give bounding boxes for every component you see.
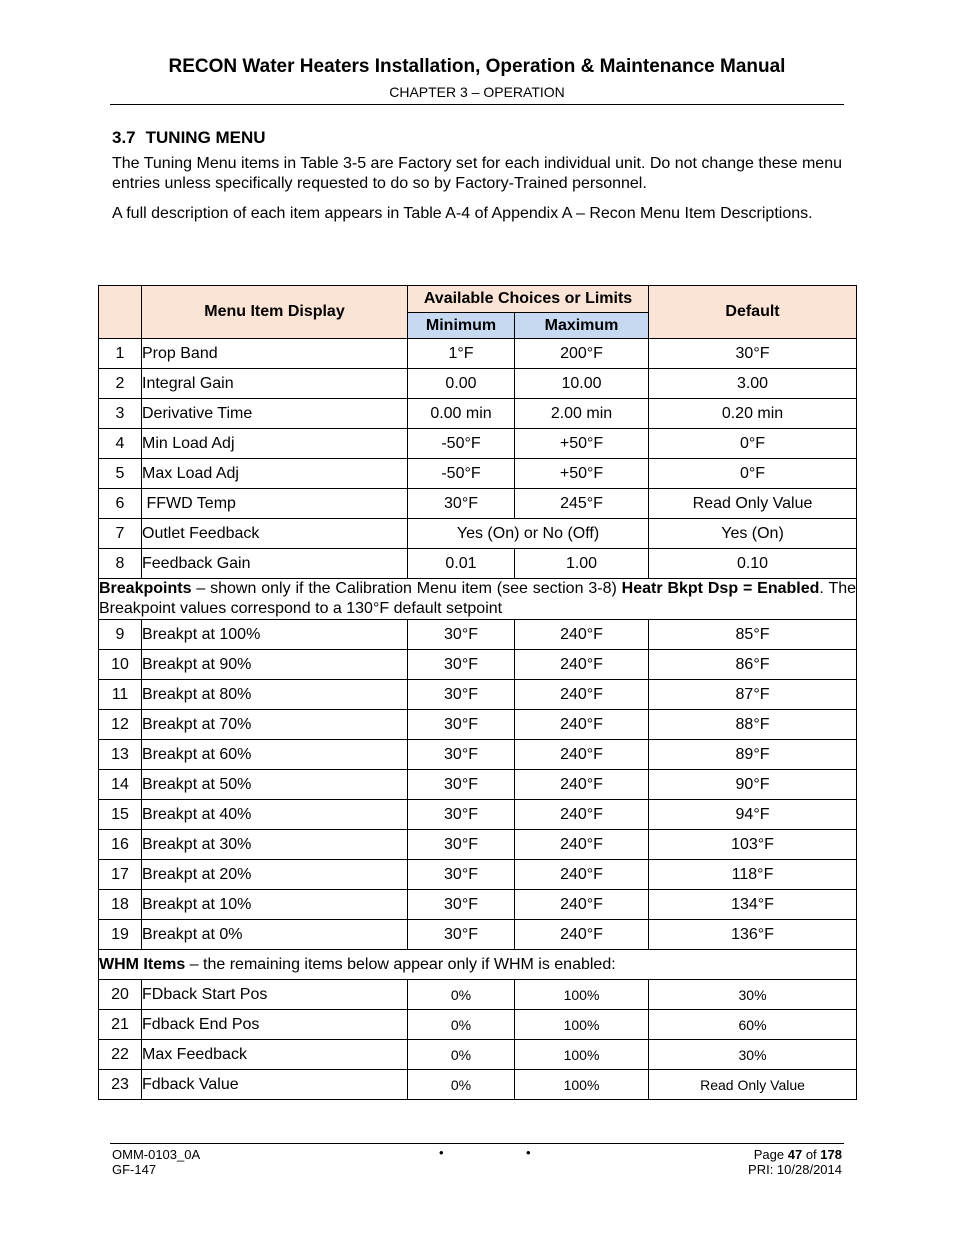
- maximum-value: 100%: [515, 1070, 649, 1100]
- maximum-value: 10.00: [515, 369, 649, 399]
- page-label: Page: [753, 1147, 788, 1162]
- row-number: 14: [99, 770, 142, 800]
- row-number: 9: [99, 620, 142, 650]
- section-title: TUNING MENU: [145, 128, 266, 147]
- page-current: 47: [787, 1147, 803, 1162]
- menu-item-name: Fdback Value: [142, 1070, 408, 1100]
- whm-note-row: [99, 950, 857, 980]
- menu-item-name: FDback Start Pos: [142, 980, 408, 1010]
- row-number: 20: [99, 980, 142, 1010]
- row-number: 21: [99, 1010, 142, 1040]
- row-number: 16: [99, 830, 142, 860]
- table-row: [99, 459, 857, 489]
- minimum-value: 0.00: [408, 369, 515, 399]
- document-number: OMM-0103_0A: [112, 1147, 201, 1162]
- maximum-value: 240°F: [515, 920, 649, 950]
- minimum-column-header: Minimum: [408, 313, 515, 339]
- default-value: 30%: [649, 1040, 857, 1070]
- minimum-value: 30°F: [408, 489, 515, 519]
- menu-item-name: Breakpt at 100%: [142, 620, 408, 650]
- maximum-column-header: Maximum: [515, 313, 649, 339]
- table-row: [99, 489, 857, 519]
- table-row: [99, 1040, 857, 1070]
- table-row: [99, 369, 857, 399]
- chapter-subtitle: CHAPTER 3 – OPERATION: [389, 84, 565, 100]
- default-value: 60%: [649, 1010, 857, 1040]
- table-row: [99, 980, 857, 1010]
- default-value: 0°F: [649, 429, 857, 459]
- table-row: [99, 920, 857, 950]
- breakpoints-note: [99, 579, 857, 620]
- default-value: 103°F: [649, 830, 857, 860]
- menu-item-name: Min Load Adj: [142, 429, 408, 459]
- row-number: 3: [99, 399, 142, 429]
- row-number: 7: [99, 519, 142, 549]
- row-number: 5: [99, 459, 142, 489]
- menu-item-name: Fdback End Pos: [142, 1010, 408, 1040]
- whm-text: – the remaining items below appear only if WHM is enabled:: [185, 955, 616, 973]
- minimum-value: 30°F: [408, 620, 515, 650]
- pri-date: PRI: 10/28/2014: [748, 1162, 842, 1177]
- maximum-value: 240°F: [515, 650, 649, 680]
- page-total: 178: [820, 1147, 842, 1162]
- menu-item-name: Derivative Time: [142, 399, 408, 429]
- table-row: [99, 770, 857, 800]
- minimum-value: 0.01: [408, 549, 515, 579]
- default-value: 90°F: [649, 770, 857, 800]
- menu-item-name: Max Feedback: [142, 1040, 408, 1070]
- row-number: 15: [99, 800, 142, 830]
- menu-item-name: Breakpt at 80%: [142, 680, 408, 710]
- reference-paragraph: A full description of each item appears in Table A-4 of Appendix A – Recon Menu Item Descriptions.: [112, 205, 813, 222]
- row-number: 11: [99, 680, 142, 710]
- whm-label: WHM Items: [99, 955, 186, 973]
- table-row: [99, 549, 857, 579]
- row-number: 6: [99, 489, 142, 519]
- breakpoints-label: Breakpoints: [99, 580, 192, 597]
- minimum-value: 30°F: [408, 710, 515, 740]
- form-number: GF-147: [112, 1162, 157, 1177]
- minimum-value: 1°F: [408, 339, 515, 369]
- choices-value: Yes (On) or No (Off): [408, 519, 649, 549]
- menu-item-name: Breakpt at 40%: [142, 800, 408, 830]
- maximum-value: +50°F: [515, 459, 649, 489]
- maximum-value: 240°F: [515, 890, 649, 920]
- default-value: Read Only Value: [649, 489, 857, 519]
- table-row: [99, 1070, 857, 1100]
- menu-item-name: Breakpt at 20%: [142, 860, 408, 890]
- menu-item-name: FFWD Temp: [142, 489, 408, 519]
- number-column-header: [99, 286, 142, 339]
- default-value: Read Only Value: [649, 1070, 857, 1100]
- menu-item-name: Breakpt at 60%: [142, 740, 408, 770]
- minimum-value: -50°F: [408, 459, 515, 489]
- maximum-value: 240°F: [515, 830, 649, 860]
- choices-column-header: Available Choices or Limits: [408, 286, 649, 313]
- table-row: [99, 620, 857, 650]
- breakpoints-text: – shown only if the Calibration Menu item (see section 3-8): [191, 580, 622, 597]
- maximum-value: 240°F: [515, 800, 649, 830]
- menu-item-name: Max Load Adj: [142, 459, 408, 489]
- minimum-value: 30°F: [408, 650, 515, 680]
- maximum-value: 240°F: [515, 860, 649, 890]
- default-value: 30°F: [649, 339, 857, 369]
- default-column-header: Default: [649, 286, 857, 339]
- header-divider: [110, 104, 844, 105]
- breakpoints-setpoint-text: . The Breakpoint values correspond to a 130°F default setpoint: [99, 580, 857, 617]
- menu-item-name: Breakpt at 90%: [142, 650, 408, 680]
- maximum-value: 200°F: [515, 339, 649, 369]
- table-row: [99, 339, 857, 369]
- row-number: 22: [99, 1040, 142, 1070]
- maximum-value: 100%: [515, 1010, 649, 1040]
- default-value: 88°F: [649, 710, 857, 740]
- table-row: [99, 740, 857, 770]
- default-value: 3.00: [649, 369, 857, 399]
- default-value: 89°F: [649, 740, 857, 770]
- row-number: 23: [99, 1070, 142, 1100]
- maximum-value: 240°F: [515, 740, 649, 770]
- row-number: 17: [99, 860, 142, 890]
- maximum-value: 1.00: [515, 549, 649, 579]
- menu-item-name: Breakpt at 30%: [142, 830, 408, 860]
- breakpoints-note-row: [99, 579, 857, 620]
- menu-item-name: Prop Band: [142, 339, 408, 369]
- minimum-value: 30°F: [408, 830, 515, 860]
- page-of: of: [802, 1147, 821, 1162]
- whm-note: [99, 950, 857, 980]
- table-row: [99, 800, 857, 830]
- row-number: 19: [99, 920, 142, 950]
- row-number: 8: [99, 549, 142, 579]
- maximum-value: 240°F: [515, 710, 649, 740]
- table-row: [99, 650, 857, 680]
- section-number: 3.7: [112, 128, 136, 147]
- row-number: 4: [99, 429, 142, 459]
- minimum-value: 0%: [408, 1040, 515, 1070]
- default-value: Yes (On): [649, 519, 857, 549]
- table-row: [99, 860, 857, 890]
- default-value: 87°F: [649, 680, 857, 710]
- minimum-value: 30°F: [408, 860, 515, 890]
- default-value: 134°F: [649, 890, 857, 920]
- maximum-value: 245°F: [515, 489, 649, 519]
- minimum-value: 0.00 min: [408, 399, 515, 429]
- menu-item-name: Breakpt at 0%: [142, 920, 408, 950]
- menu-item-name: Integral Gain: [142, 369, 408, 399]
- footer-bullet: •: [526, 1145, 531, 1160]
- table-row: [99, 680, 857, 710]
- row-number: 1: [99, 339, 142, 369]
- table-row: [99, 1010, 857, 1040]
- menu-item-name: Breakpt at 10%: [142, 890, 408, 920]
- row-number: 2: [99, 369, 142, 399]
- table-row: [99, 830, 857, 860]
- row-number: 10: [99, 650, 142, 680]
- minimum-value: 30°F: [408, 920, 515, 950]
- row-number: 12: [99, 710, 142, 740]
- default-value: 0.10: [649, 549, 857, 579]
- table-row: [99, 519, 857, 549]
- minimum-value: 30°F: [408, 800, 515, 830]
- minimum-value: -50°F: [408, 429, 515, 459]
- menu-item-name: Feedback Gain: [142, 549, 408, 579]
- menu-item-name: Breakpt at 50%: [142, 770, 408, 800]
- row-number: 18: [99, 890, 142, 920]
- minimum-value: 30°F: [408, 890, 515, 920]
- default-value: 86°F: [649, 650, 857, 680]
- minimum-value: 0%: [408, 980, 515, 1010]
- table-row: [99, 429, 857, 459]
- footer-bullet: •: [439, 1145, 444, 1160]
- menu-item-name: Outlet Feedback: [142, 519, 408, 549]
- maximum-value: 240°F: [515, 680, 649, 710]
- menu-item-column-header: Menu Item Display: [142, 286, 408, 339]
- menu-item-name: Breakpt at 70%: [142, 710, 408, 740]
- heatr-bkpt-setting: Heatr Bkpt Dsp = Enabled: [621, 580, 820, 597]
- manual-title: RECON Water Heaters Installation, Operation & Maintenance Manual: [168, 56, 786, 77]
- default-value: 118°F: [649, 860, 857, 890]
- section-heading: [112, 128, 266, 148]
- maximum-value: 2.00 min: [515, 399, 649, 429]
- minimum-value: 0%: [408, 1070, 515, 1100]
- maximum-value: 240°F: [515, 770, 649, 800]
- default-value: 0.20 min: [649, 399, 857, 429]
- maximum-value: 100%: [515, 1040, 649, 1070]
- minimum-value: 0%: [408, 1010, 515, 1040]
- default-value: 30%: [649, 980, 857, 1010]
- default-value: 136°F: [649, 920, 857, 950]
- footer-divider: [110, 1143, 844, 1144]
- maximum-value: +50°F: [515, 429, 649, 459]
- row-number: 13: [99, 740, 142, 770]
- maximum-value: 100%: [515, 980, 649, 1010]
- intro-paragraph: The Tuning Menu items in Table 3-5 are Factory set for each individual unit. Do not change these menu entries unless specifically requested to do so by Factory-Trained personnel.: [112, 155, 842, 192]
- default-value: 0°F: [649, 459, 857, 489]
- minimum-value: 30°F: [408, 770, 515, 800]
- table-row: [99, 399, 857, 429]
- maximum-value: 240°F: [515, 620, 649, 650]
- default-value: 94°F: [649, 800, 857, 830]
- table-row: [99, 890, 857, 920]
- page-number: [754, 1147, 842, 1162]
- default-value: 85°F: [649, 620, 857, 650]
- table-row: [99, 710, 857, 740]
- minimum-value: 30°F: [408, 680, 515, 710]
- tuning-menu-table: [98, 285, 857, 1100]
- minimum-value: 30°F: [408, 740, 515, 770]
